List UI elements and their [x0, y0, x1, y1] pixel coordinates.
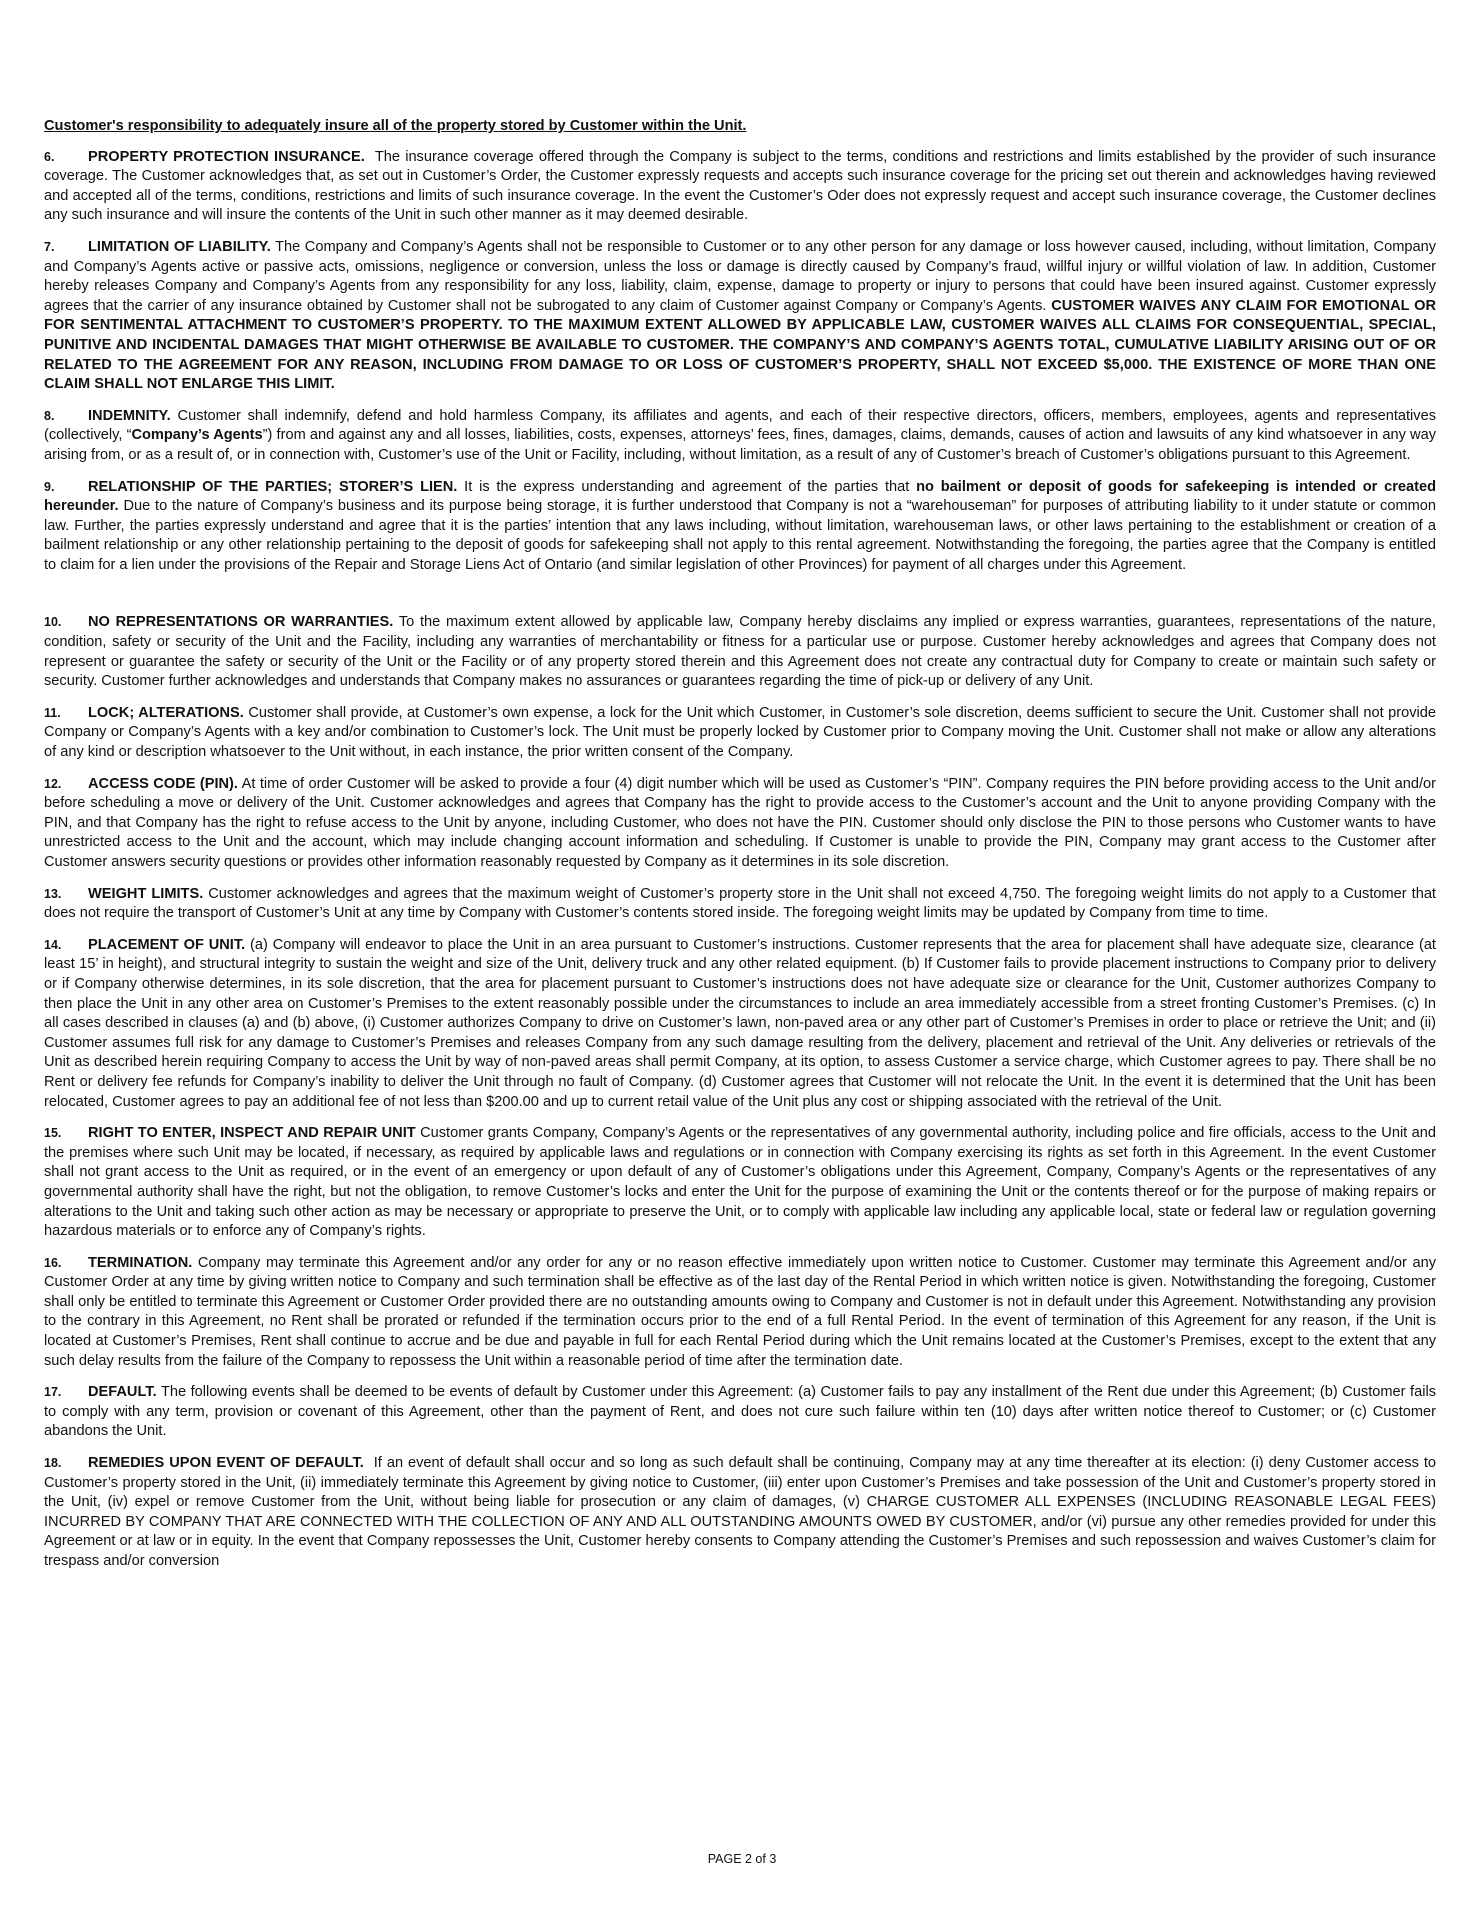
clause-number: 14. — [44, 937, 62, 952]
clause-title: LOCK; ALTERATIONS. — [88, 704, 244, 721]
clause-title: REMEDIES UPON EVENT OF DEFAULT. — [88, 1455, 364, 1472]
clause-number: 11. — [44, 705, 61, 720]
clause-10 — [44, 613, 1436, 691]
clause-number: 17. — [44, 1385, 62, 1400]
clause-title: RELATIONSHIP OF THE PARTIES; STORER’S LIEN. — [88, 478, 458, 495]
clause-title: PLACEMENT OF UNIT. — [88, 936, 246, 953]
clause-text: (a) Company will endeavor to place the Unit in an area pursuant to Customer’s instructions. Customer represents that the area for placement shall have adequate size, clearance (at least 15’ in height), and structural integrity to sustain the weight and size of the Unit, delivery truck and any other related equipment. (b) If Customer fails to provide placement instructions to Company prior to delivery or if Company otherwise determines, in its sole discretion, that the area for placement pursuant to Customer’s instructions does not have adequate size or clearance for the Unit, Customer authorizes Company to then place the Unit in any other area on Customer’s Premises to the extent reasonably possible under the circumstances to include an area immediately accessible from a street fronting Customer’s Premises. (c) In all cases described in clauses (a) and (b) above, (i) Customer authorizes Company to drive on Customer’s lawn, non-paved area or any other part of Customer’s Premises in order to place or retrieve the Unit; and (ii) Customer assumes full risk for any damage to Customer’s Premises and releases Company from any such damage resulting from the delivery, placement and retrieval of the Unit. Any deliveries or retrievals of the Unit as described herein requiring Company to access the Unit by way of non-paved areas shall permit Company, at its option, to assess Customer a service charge, which Customer agrees to pay. There shall be no Rent or delivery fee refunds for Company’s inability to deliver the Unit through no fault of Company. (d) Customer agrees that Customer will not relocate the Unit. In the event it is determined that the Unit has been relocated, Customer agrees to pay an additional fee of not less than $200.00 and up to current retail value of the Unit plus any cost or shipping associated with the retrieval of the Unit. — [44, 936, 1436, 1110]
clause-defined-term: Company’s Agents — [131, 427, 263, 444]
clause-text: To the maximum extent allowed by applicable law, Company hereby disclaims any implied or express warranties, guarantees, representations of the nature, condition, safety or security of the Unit and the Facility, including any warranties of merchantability or fitness for a particular use or purpose. Customer hereby acknowledges and agrees that Company does not represent or guarantee the safety or security of the Unit or the Facility or of any property stored therein and this Agreement does not create any contractual duty for Company to create or maintain such safety or security. Customer further acknowledges and understands that Company makes no assurances or guarantees regarding the time of pick-up or delivery of any Unit. — [44, 614, 1436, 690]
clause-text: Customer shall provide, at Customer’s own expense, a lock for the Unit which Customer, in Customer’s sole discretion, deems sufficient to secure the Unit. Customer shall not provide Company or Company’s Agents with a key and/or combination to Customer’s lock. The Unit must be properly locked by Customer prior to Company moving the Unit. Customer shall not make or allow any alterations of any kind or description whatsoever to the Unit without, in each instance, the prior written consent of the Company. — [44, 704, 1436, 761]
clause-text: If an event of default shall occur and so long as such default shall be continuing, Company may at any time thereafter at its election: (i) deny Customer access to Customer’s property stored in the Unit, (ii) immediately terminate this Agreement by giving notice to Customer, (iii) enter upon Customer’s Premises and take possession of the Unit and Customer’s property stored in the Unit, (iv) expel or remove Customer from the Unit, without being liable for prosecution or any claim of damages, (v) CHARGE CUSTOMER ALL EXPENSES (INCLUDING REASONABLE LEGAL FEES) INCURRED BY COMPANY THAT ARE CONNECTED WITH THE COLLECTION OF ANY AND ALL OUTSTANDING AMOUNTS OWED BY CUSTOMER, and/or (vi) pursue any other remedies provided for under this Agreement or at law or in equity. In the event that Company repossesses the Unit, Customer hereby consents to Company attending the Customer’s Premises and such repossession and waives Customer’s claim for trespass and/or conversion — [44, 1455, 1437, 1569]
clause-6 — [44, 148, 1436, 226]
clause-title: TERMINATION. — [88, 1254, 193, 1271]
clause-number: 15. — [44, 1126, 62, 1141]
clause-number: 7. — [44, 239, 55, 254]
clause-text: Company may terminate this Agreement and/or any order for any or no reason effective immediately upon written notice to Customer. Customer may terminate this Agreement and/or any Customer Order at any time by giving written notice to Company and such termination shall be effective as of the last day of the Rental Period in which written notice is given. Notwithstanding the foregoing, Customer shall only be entitled to terminate this Agreement or Customer Order provided there are no outstanding amounts owing to Company and Customer is not in default under this Agreement. Notwithstanding any provision to the contrary in this Agreement, no Rent shall be prorated or refunded if the termination occurs prior to the end of a full Rental Period. In the event of termination of this Agreement for any reason, if the Unit is located at Customer’s Premises, Rent shall continue to accrue and be due and payable in full for each Rental Period during which the Unit remains located at the Customer’s Premises, except to the extent that any such delay results from the failure of the Company to repossess the Unit within a reasonable period of time after the termination date. — [44, 1254, 1436, 1369]
clause-15 — [44, 1124, 1436, 1242]
clause-7 — [44, 238, 1436, 395]
clause-8 — [44, 407, 1436, 466]
clause-number: 12. — [44, 776, 62, 791]
clause-title: INDEMNITY. — [88, 407, 171, 424]
clause-bold-phrase: no bailment or deposit of goods for safekeeping is intended or created hereunder. — [44, 478, 1436, 515]
clause-number: 16. — [44, 1255, 62, 1270]
clause-text: The Company and Company’s Agents shall not be responsible to Customer or to any other person for any damage or loss however caused, including, without limitation, Company and Company’s Agents active or passive acts, omissions, negligence or conversion, unless the loss or damage is directly caused by Company’s fraud, willful injury or willful violation of law. In addition, Customer hereby releases Company and Company’s Agents from any responsibility for any loss, liability, claim, expense, damage to property or injury to persons that could have been insured against. Customer expressly agrees that the carrier of any insurance obtained by Customer shall not be subrogated to any claim of Customer against Company or Company’s Agents. — [44, 238, 1437, 314]
clause-number: 13. — [44, 886, 62, 901]
clause-number: 9. — [44, 479, 55, 494]
clause-title: PROPERTY PROTECTION INSURANCE. — [88, 148, 365, 165]
clause-number: 18. — [44, 1456, 62, 1471]
clause-text: Customer shall indemnify, defend and hold harmless Company, its affiliates and agents, and each of their respective directors, officers, members, employees, agents and representatives (collectively, “ — [44, 407, 1437, 444]
clause-16 — [44, 1254, 1436, 1372]
clause-title: LIMITATION OF LIABILITY. — [88, 238, 271, 255]
clause-9 — [44, 478, 1436, 576]
clause-18 — [44, 1454, 1436, 1572]
clause-title: ACCESS CODE (PIN). — [88, 775, 238, 792]
clause-text: Customer grants Company, Company’s Agents or the representatives of any governmental authority, including police and fire officials, access to the Unit and the premises where such Unit may be located, if necessary, as required by applicable laws and regulations or in connection with Company exercising its rights as set forth in this Agreement. In the event Customer shall not grant access to the Unit as required, or in the event of an emergency or upon default of any of Customer’s obligations under this Agreement, Company, Company’s Agents or the representatives of any governmental authority shall have the right, but not the obligation, to remove Customer’s locks and enter the Unit for the purpose of examining the Unit or the contents thereof or for the purpose of making repairs or alterations to the Unit and taking such other action as may be necessary or appropriate to preserve the Unit, or to comply with applicable law including any applicable local, state or federal law or regulation governing hazardous materials or to enforce any of Company’s rights. — [44, 1125, 1436, 1240]
clause-title: WEIGHT LIMITS. — [88, 885, 204, 902]
clause-text-continued: Due to the nature of Company’s business and its purpose being storage, it is further understood that Company is not a “warehouseman” for purposes of attributing liability to it under statute or common law. Further, the parties expressly understand and agree that it is the parties’ intention that any laws including, without limitation, warehouseman laws, or other laws pertaining to the establishment or creation of a bailment relationship or any other relationship pertaining to the deposit of goods for safekeeping shall not apply to this rental agreement. Notwithstanding the foregoing, the parties agree that the Company is entitled to claim for a lien under the provisions of the Repair and Storage Liens Act of Ontario (and similar legislation of other Provinces) for payment of all charges under this Agreement. — [44, 498, 1436, 573]
section-heading: Customer's responsibility to adequately insure all of the property stored by Customer within the Unit. — [44, 118, 747, 134]
clause-13 — [44, 885, 1436, 924]
clause-11 — [44, 704, 1436, 763]
clause-text: At time of order Customer will be asked to provide a four (4) digit number which will be used as Customer’s “PIN”. Company requires the PIN before providing access to the Unit and/or before scheduling a move or delivery of the Unit. Customer acknowledges and agrees that Company has the right to provide access to the Customer’s account and the Unit to anyone providing Company with the PIN, and that Company has the right to refuse access to the Unit by anyone, including Customer, who does not have the PIN. Customer should only disclose the PIN to those persons who Customer wants to have unrestricted access to the Unit and the account, which may include changing account information and scheduling. If Customer is unable to provide the PIN, Company may grant access to the Customer after Customer answers security questions or provides other information reasonably requested by Company as it determines in its sole discretion. — [44, 775, 1436, 870]
clause-title: NO REPRESENTATIONS OR WARRANTIES. — [88, 614, 394, 631]
clause-title: RIGHT TO ENTER, INSPECT AND REPAIR UNIT — [88, 1125, 416, 1142]
clause-number: 8. — [44, 408, 55, 423]
clause-title: DEFAULT. — [88, 1384, 157, 1401]
clause-bold-text: CUSTOMER WAIVES ANY CLAIM FOR EMOTIONAL OR FOR SENTIMENTAL ATTACHMENT TO CUSTOMER’S PROPERTY. TO THE MAXIMUM EXTENT ALLOWED BY APPLICABLE LAW, CUSTOMER WAIVES ALL CLAIMS FOR CONSEQUENTIAL, SPECIAL, PUNITIVE AND INCIDENTAL DAMAGES THAT MIGHT OTHERWISE BE AVAILABLE TO CUSTOMER. THE COMPANY’S AND COMPANY’S AGENTS TOTAL, CUMULATIVE LIABILITY ARISING OUT OF OR RELATED TO THE AGREEMENT FOR ANY REASON, INCLUDING FROM DAMAGE TO OR LOSS OF CUSTOMER’S PROPERTY, SHALL NOT EXCEED $5,000. THE EXISTENCE OF MORE THAN ONE CLAIM SHALL NOT ENLARGE THIS LIMIT. — [44, 297, 1436, 393]
clause-text: Customer acknowledges and agrees that the maximum weight of Customer’s property store in the Unit shall not exceed 4,750. The foregoing weight limits do not apply to a Customer that does not require the transport of Customer’s Unit at any time by Company with Customer’s contents stored inside. The foregoing weight limits may be updated by Company from time to time. — [44, 885, 1436, 922]
clause-12 — [44, 775, 1436, 873]
clause-number: 10. — [44, 615, 62, 630]
clause-text: It is the express understanding and agreement of the parties that — [464, 478, 910, 495]
clause-text: The insurance coverage offered through the Company is subject to the terms, conditions and restrictions and limits established by the provider of such insurance coverage. The Customer acknowledges that, as set out in Customer’s Order, the Customer expressly requests and accepts such insurance coverage for the pricing set out therein and acknowledges having reviewed and accepted all of the terms, conditions, restrictions and limits of such insurance coverage. In the event the Customer’s Oder does not expressly request and accept such insurance coverage, the Customer declines any such insurance and will insure the contents of the Unit in such other manner as it may deemed desirable. — [44, 148, 1436, 224]
page-content — [44, 117, 1436, 1584]
clause-text-continued: ”) from and against any and all losses, liabilities, costs, expenses, attorneys’ fees, fines, damages, claims, demands, causes of action and lawsuits of any kind whatsoever in any way arising from, or as a result of, or in connection with, Customer’s use of the Unit or Facility, including, without limitation, as a result of any of Customer’s breach of Customer’s obligations pursuant to this Agreement. — [44, 427, 1436, 463]
page-number: PAGE 2 of 3 — [707, 1852, 777, 1866]
clause-number: 6. — [44, 149, 55, 164]
clause-17 — [44, 1383, 1436, 1442]
clause-14 — [44, 936, 1436, 1112]
clause-text: The following events shall be deemed to be events of default by Customer under this Agreement: (a) Customer fails to pay any installment of the Rent due under this Agreement; (b) Customer fails to comply with any term, provision or covenant of this Agreement, other than the payment of Rent, and does not cure such failure within ten (10) days after written notice thereof to Customer; or (c) Customer abandons the Unit. — [44, 1384, 1436, 1440]
